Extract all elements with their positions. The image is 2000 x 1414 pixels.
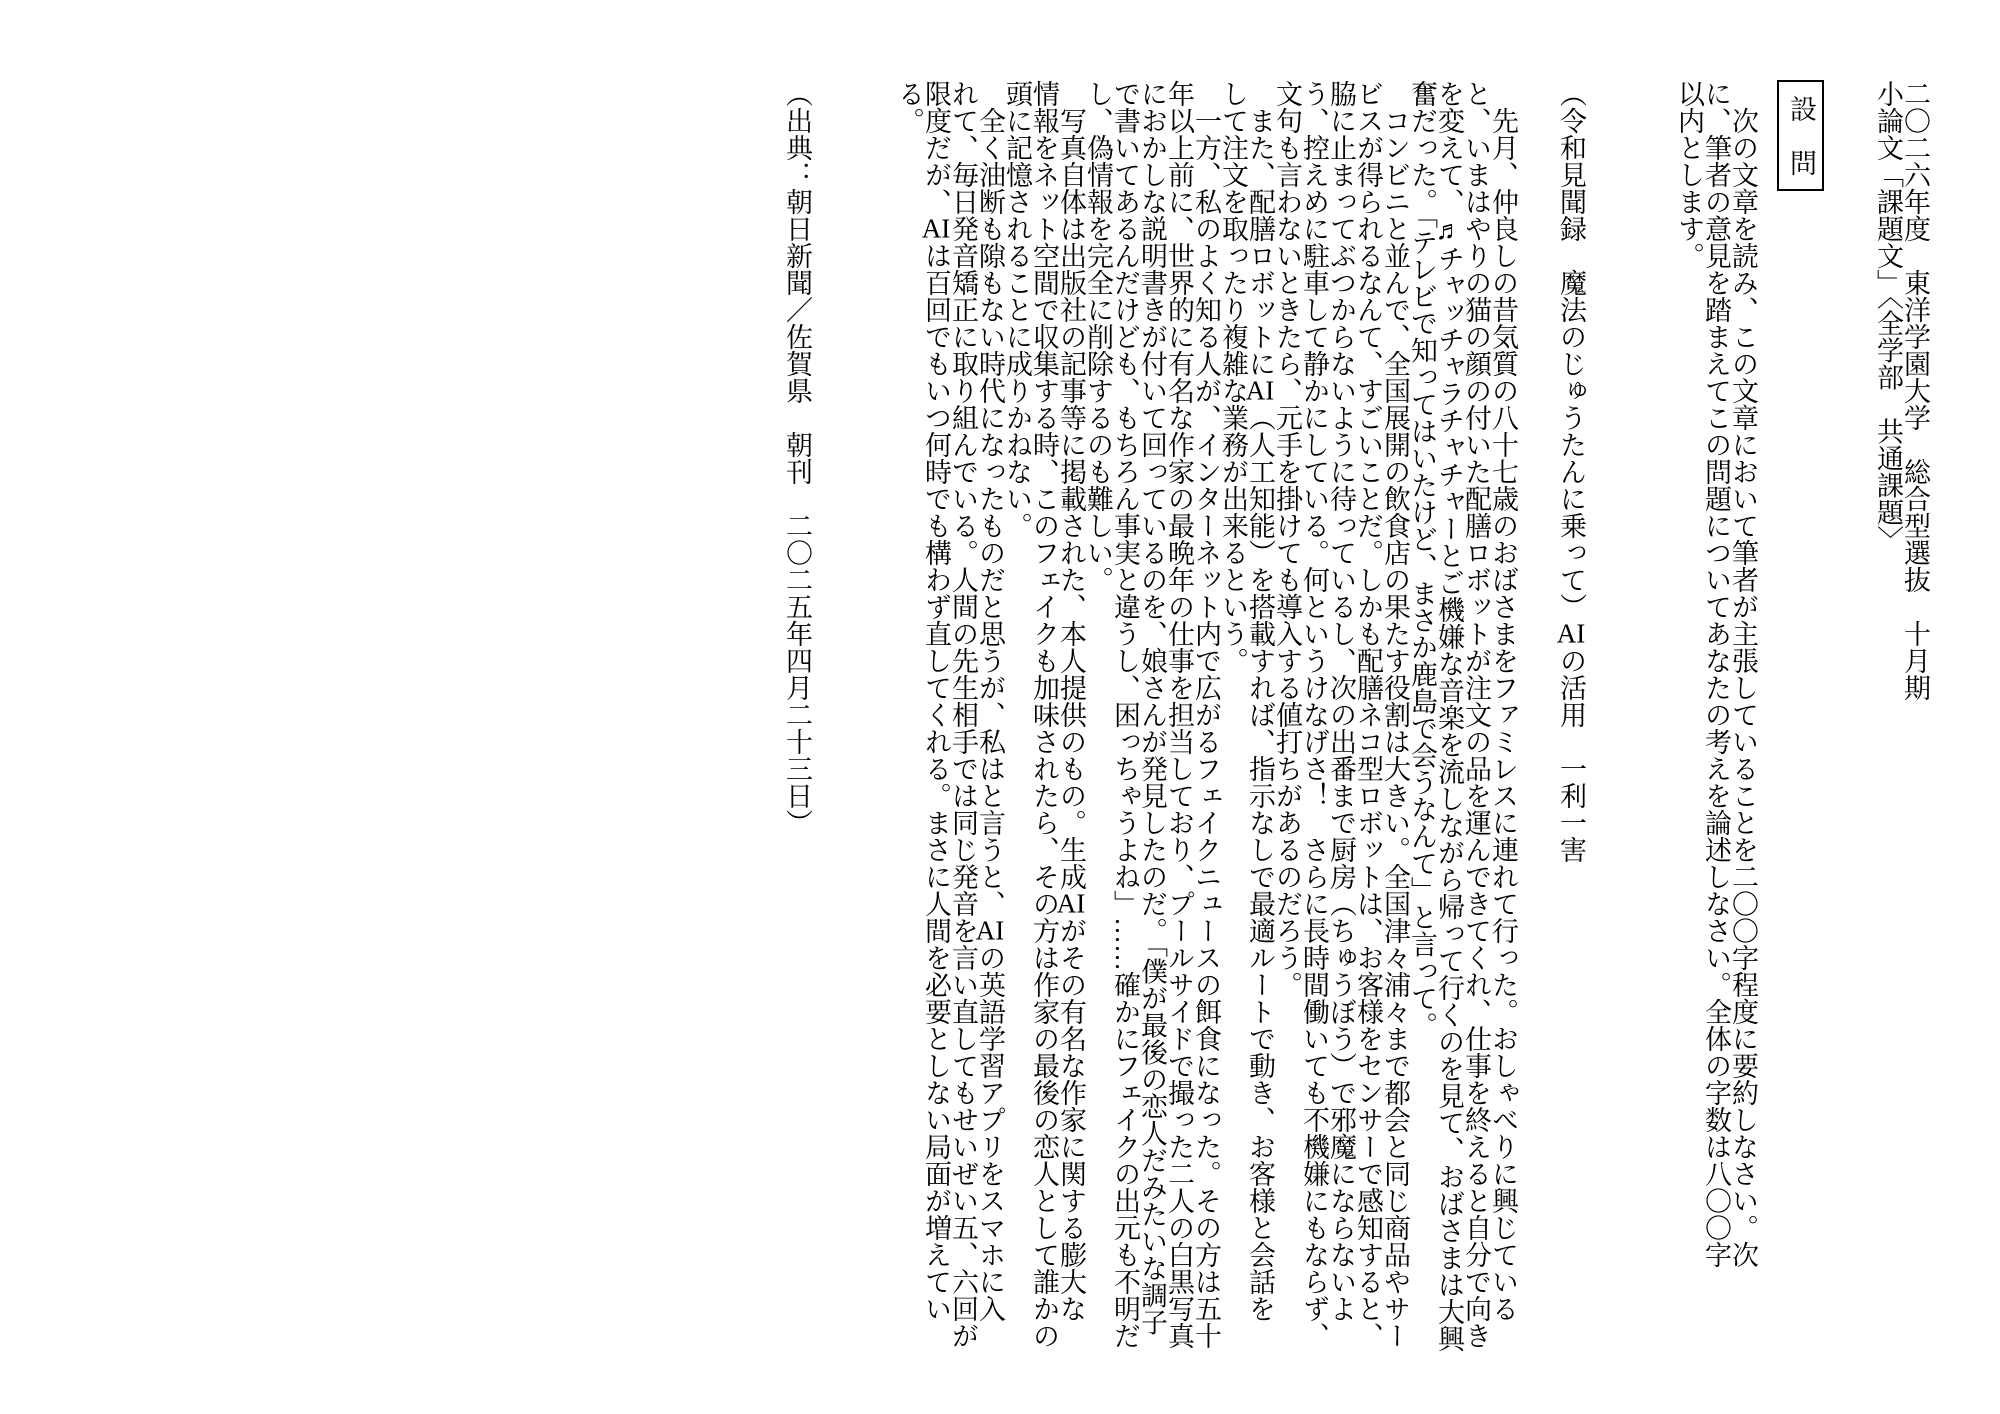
passage-column [1489,80,1516,1376]
text-segment: 情報をネット空間で収集する時、このフェイクも加味されたら、その方は作家の最後の恋人として誰かの [1029,80,1059,1349]
passage-title [1557,80,1584,1376]
text-segment: 頭に記憶されることに成りかねない。 [1002,80,1032,539]
text-segment: れて、毎日発音矯正に取り組んでいる。人間の先生相手では同じ発音を言い直してもせいぜい五、六回が [948,80,978,1349]
tatechuyoko-latin: AI [1245,377,1275,404]
text-segment: 写真自体は出版社の記事等に掲載された、本人提供のもの。生成 [1056,80,1086,890]
text-segment: を変えて、 [1434,80,1464,215]
text-segment: 年以上前に、世界的に有名な作家の最晩年の仕事を担当しており、プールサイドで撮った二人の白黒写真 [1164,80,1194,1349]
passage-column [1165,80,1192,1376]
header-line-1: 二〇二六年度 東洋学園大学 総合型選抜 十月期 [1900,80,1930,701]
text-segment: がその有名な作家に関する膨大な [1056,917,1086,1322]
question-label-box [1777,80,1824,191]
passage-column [1003,80,1030,1376]
header-line-2: 小論文「課題文」〈全学部 共通課題〉 [1873,80,1903,553]
text-segment: ビスが得られるなんて、すごいことだ。しかも配膳ネコ型ロボットは、お客様をセンサーで感知すると、 [1353,80,1383,1349]
passage-column [976,80,1003,1376]
text-segment: 奮だった。「テレビで知ってはいたけど、まさか鹿島で会うなんて」と言って。 [1407,80,1437,1039]
passage-column [1192,80,1219,1376]
instruction-column-3: 以内とします。 [1674,80,1704,269]
text-segment: 脇に止まってぶつからないように待っているし、次の出番まで厨房（ちゅうぼう）で邪魔にならないよ [1326,80,1356,1322]
passage-column [1354,80,1381,1376]
music-note-glyph: ♬ [1434,215,1464,245]
tatechuyoko-latin: AI [1556,620,1586,647]
section-gap [1605,80,1675,90]
text-segment: 限度だが、 [921,80,951,215]
passage-column [922,80,949,1376]
text-segment: （令和見聞録 魔法のじゅうたんに乗って） [1556,80,1586,620]
text-segment: る。 [894,80,924,134]
text-segment: と、いまはやりの猫の顔の付いた配膳ロボットが注文の品を運んできてくれ、仕事を終えると自分で向き [1461,80,1491,1349]
passage-column [1057,80,1084,1376]
tatechuyoko-latin: AI [921,215,951,242]
text-segment: チャッチャラチャチャーとご機嫌な音楽を流しながら帰って行くのを見て、おばさまは大興 [1434,245,1464,1352]
passage-column [949,80,976,1376]
text-segment: の英語学習アプリをスマホに入 [975,944,1005,1322]
text-segment: の活用 一利一害 [1556,647,1586,863]
text-segment: 先月、仲良しの昔気質の八十七歳のおばさまをファミレスに連れて行った。おしゃべりに興じている [1488,80,1518,1322]
text-segment: （人工知能）を搭載すれば、指示なしで最適ルートで動き、お客様と会話を [1245,404,1275,1322]
passage-column [1219,80,1246,1376]
text-segment: 一方、私のよく知る人が、インターネット内で広がるフェイクニュースの餌食になった。その方は五十 [1191,80,1221,1349]
passage-column [1435,80,1462,1376]
text-segment: また、配膳ロボットに [1245,80,1275,377]
text-segment: は百回でもいつ何時でも構わず直してくれる。まさに人間を必要としない局面が増えてい [921,242,951,1322]
text-segment: 全く油断も隙もない時代になったものだと思うが、私はと言うと、 [975,80,1005,917]
text-segment: う、控えめに駐車して静かにしている。何というけなげさ！ さらに長時間働いても不機嫌にもならず、 [1299,80,1329,1349]
passage-column [1030,80,1057,1376]
passage-column [1300,80,1327,1376]
passage-column [1408,80,1435,1376]
text-segment: におかしな説明書きが付いて回っているのを、娘さんが発見したのだ。「僕が最後の恋人だみたいな調子 [1137,80,1167,1336]
passage-column [1462,80,1489,1376]
tatechuyoko-latin: AI [975,917,1005,944]
passage-column [1084,80,1111,1376]
source-citation: （出典：朝日新聞／佐賀県 朝刊 二〇二五年四月二十三日） [782,80,812,836]
text-segment: して注文を取ったり複雑な業務が出来るという。 [1218,80,1248,674]
text-segment: で書いてあるんだけども、もちろん事実と違うし、困っちゃうよね」……確かにフェイクの出元も不明だ [1110,80,1140,1349]
question-label: 設 問 [1786,95,1816,176]
vertical-text-area [783,80,1928,1376]
source-gap [831,80,895,90]
passage-column [1381,80,1408,1376]
passage-column [1246,80,1273,1376]
instruction-column-2: に、筆者の意見を踏まえてこの問題についてあなたの考えを論述しなさい。全体の字数は八〇〇字 [1701,80,1731,1268]
passage-column [1138,80,1165,1376]
text-segment: し、偽情報を完全に削除するのも難しい。 [1083,80,1113,593]
passage-column [1111,80,1138,1376]
tatechuyoko-latin: AI [1056,890,1086,917]
text-segment: 文句も言わないときたら、元手を掛けても導入する値打ちがあるのだろう。 [1272,80,1302,998]
passage-column [1273,80,1300,1376]
text-segment: コンビニと並んで、全国展開の飲食店の果たす役割は大きい。全国津々浦々まで都会と同じ商品やサー [1380,80,1410,1349]
instruction-column-1: 次の文章を読み、この文章において筆者が主張していることを二〇〇字程度に要約しなさい。次 [1728,80,1758,1268]
passage-column [1327,80,1354,1376]
title-gap [1537,80,1557,90]
passage-column [895,80,922,1376]
